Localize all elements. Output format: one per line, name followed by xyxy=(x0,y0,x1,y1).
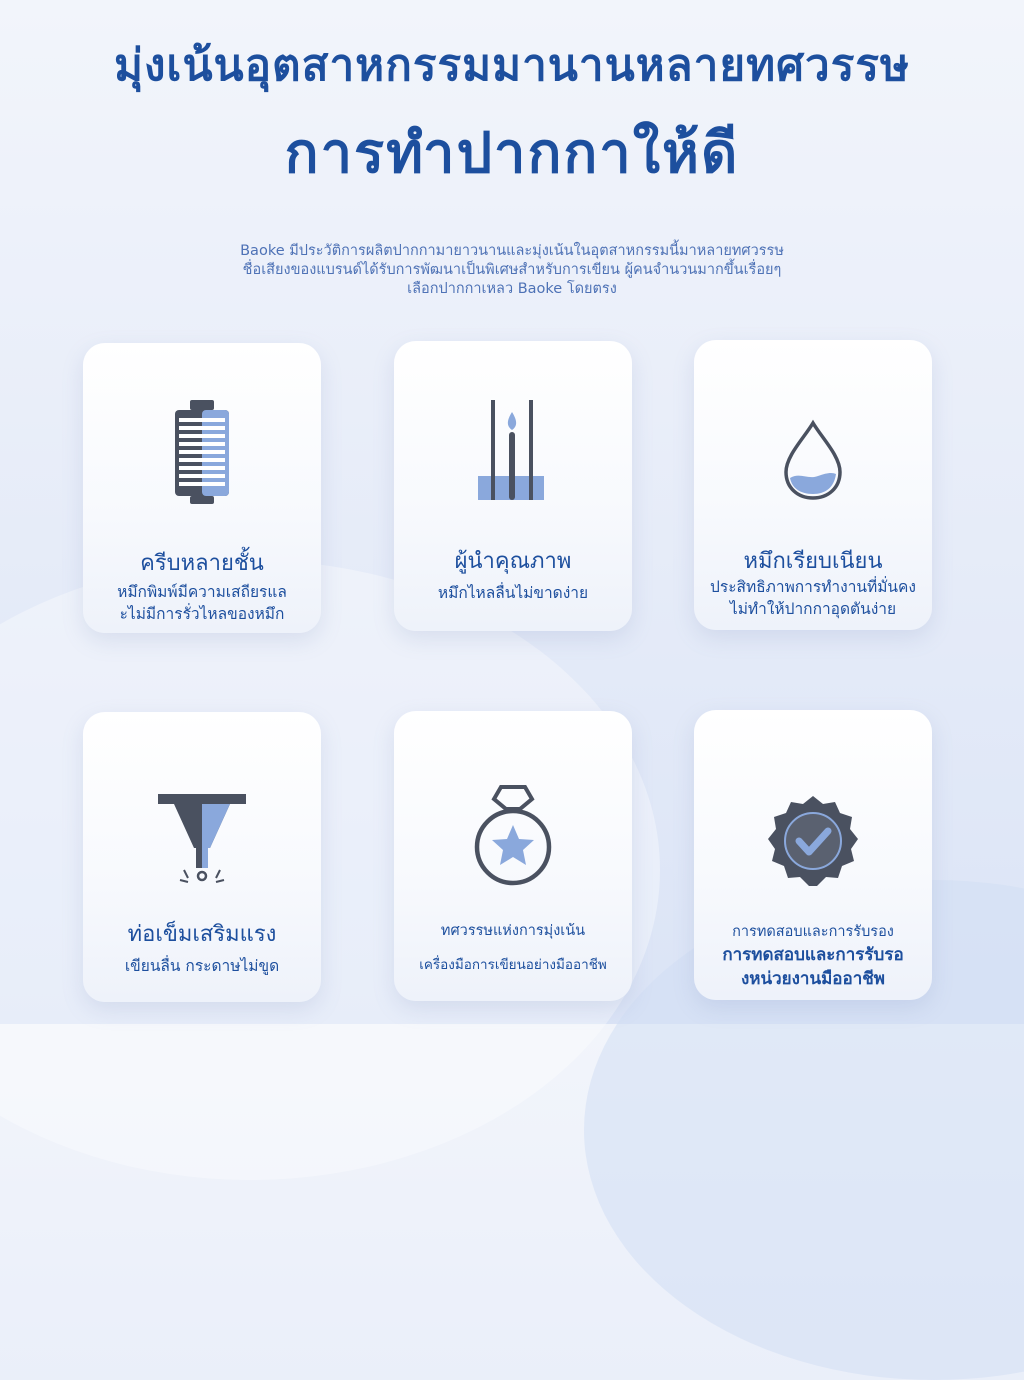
feature-card-reinforced-needle xyxy=(83,712,321,1002)
feature-card-testing-certification xyxy=(694,710,932,1000)
star-medal-icon xyxy=(394,783,632,889)
headline-line-2: การทำปากกาให้ดี xyxy=(284,121,740,186)
certified-badge-icon xyxy=(694,794,932,890)
feature-card-decade-focus xyxy=(394,711,632,1001)
feature-description-line: ไม่ทำให้ปากกาอุดตันง่าย xyxy=(729,600,897,618)
feature-title: ครีบหลายชั้น xyxy=(140,551,264,576)
intro-paragraph xyxy=(130,242,894,299)
feature-description-line: งหน่วยงานมืออาชีพ xyxy=(740,969,886,989)
feature-description-line: ประสิทธิภาพการทำงานที่มั่นคง xyxy=(710,578,916,596)
feature-description-line: หมึกพิมพ์มีความเสถียรแล xyxy=(117,583,287,601)
feature-card-quality-leader xyxy=(394,341,632,631)
feature-title: ทศวรรษแห่งการมุ่งเน้น xyxy=(440,923,586,939)
feature-description xyxy=(700,943,926,991)
ink-cartridge-icon xyxy=(83,398,321,506)
pen-tip-icon xyxy=(83,790,321,894)
feature-description xyxy=(89,581,315,625)
intro-line: Baoke มีประวัติการผลิตปากกามายาวนานและมุ่งเน้นในอุตสาหกรรมนี้มาหลายทศวรรษ xyxy=(240,243,784,259)
feature-title: การทดสอบและการรับรอง xyxy=(732,924,894,940)
feature-description-line: ะไม่มีการรั่วไหลของหมึก xyxy=(119,605,285,623)
feature-description xyxy=(700,576,926,620)
feature-description-line: เครื่องมือการเขียนอย่างมืออาชีพ xyxy=(419,957,607,973)
feature-description-line: เขียนลื่น กระดาษไม่ขูด xyxy=(124,957,280,975)
feature-card-multi-fin xyxy=(83,343,321,633)
headline-line-1: มุ่งเน้นอุตสาหกรรมมานานหลายทศวรรษ xyxy=(113,40,911,91)
feature-description-line: หมึกไหลลื่นไม่ขาดง่าย xyxy=(437,584,589,602)
feature-title: ท่อเข็มเสริมแรง xyxy=(127,922,277,947)
feature-description-line: การทดสอบและการรับรอ xyxy=(722,945,904,965)
ink-flow-icon xyxy=(394,398,632,502)
feature-description xyxy=(89,955,315,977)
feature-description xyxy=(400,582,626,604)
intro-line: ชื่อเสียงของแบรนด์ได้รับการพัฒนาเป็นพิเศษสำหรับการเขียน ผู้คนจำนวนมากขึ้นเรื่อยๆ xyxy=(242,262,782,278)
feature-card-smooth-ink xyxy=(694,340,932,630)
feature-title: ผู้นำคุณภาพ xyxy=(454,549,572,574)
ink-drop-icon xyxy=(694,418,932,504)
feature-title: หมึกเรียบเนียน xyxy=(743,549,883,574)
feature-description xyxy=(400,954,626,976)
intro-line: เลือกปากกาเหลว Baoke โดยตรง xyxy=(407,281,617,297)
